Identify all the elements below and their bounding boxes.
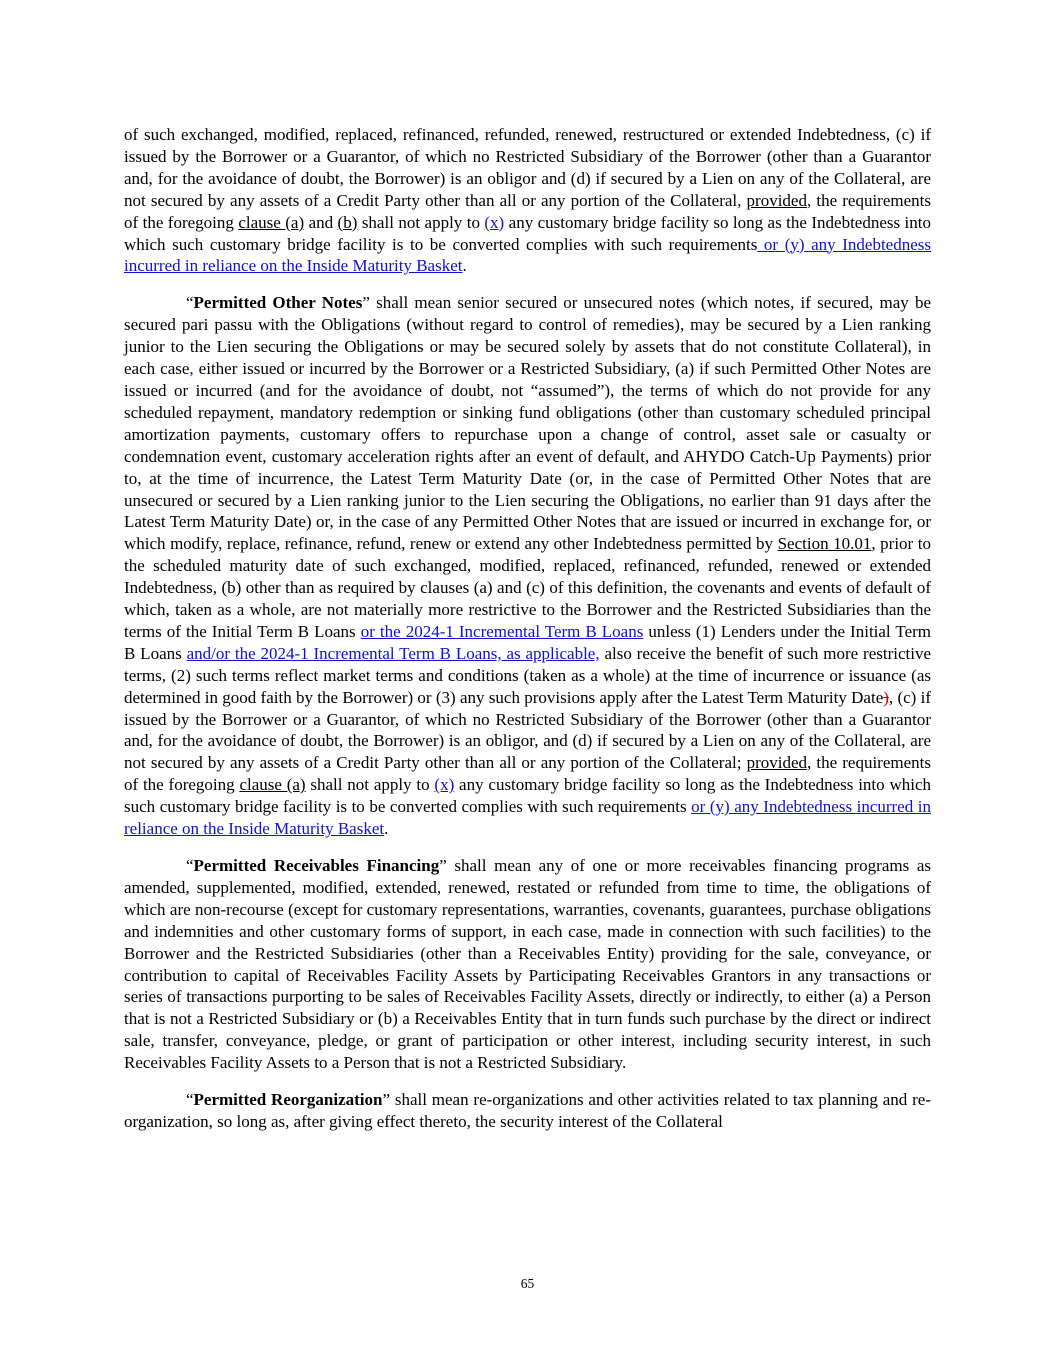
paragraph (124, 124, 931, 277)
text-run: made in connection with such facilities) to the Borrower and the Restricted Subsidiaries (other than a Receivables Entity) providing for the sale, conveyance, or contribution to capital of Receivables Facility Assets by Participating Receivables Grantors in any transactions or series of transactions purporting to be sales of Receivables Facility Assets, directly or indirectly, to either (a) a Person that is not a Restricted Subsidiary or (b) a Receivables Entity that in turn funds such purchase by the direct or indirect sale, transfer, conveyance, pledge, or grant of participation or other interest, including security interest, in such Receivables Facility Assets to a Person that is not a Restricted Subsidiary. (124, 921, 932, 1073)
text-run: . (462, 256, 467, 276)
paragraph (124, 292, 931, 840)
text-run: ” shall mean any of one or more receivables financing programs as amended, supplemented, modified, extended, renewed, restated or refunded from time to time, the obligations of which are non-recourse (except for customary representations, warranties, covenants, guarantees, purchase obligations and indemnities and other customary forms of support, in each case (124, 856, 931, 941)
underlined-reference: (b) (337, 212, 358, 232)
underlined-reference: provided (746, 753, 808, 773)
text-run: also receive the benefit of such more restrictive terms, (2) such terms reflect market terms and conditions (taken as a whole) at the time of incurrence or issuance (as determined in good faith by the Borrower) or (3) any such provisions apply after the Latest Term Maturity Date (124, 643, 931, 707)
paragraph (124, 855, 931, 1074)
text-run: unless (1) Lenders under the Initial Term B Loans (124, 621, 932, 663)
inserted-text: , (597, 921, 602, 941)
text-run: any customary bridge facility so long as the Indebtedness into which such customary bridge facility is to be converted complies with such requirements (124, 212, 931, 254)
text-run: shall not apply to (357, 212, 485, 232)
document-body (124, 124, 931, 1148)
inserted-text: and/or the 2024-1 Incremental Term B Loans, as applicable, (186, 643, 600, 663)
text-run: , the requirements of the foregoing (124, 190, 931, 232)
text-run: ” shall mean senior secured or unsecured notes (which notes, if secured, may be secured pari passu with the Obligations (without regard to control of remedies), may be secured by a Lien ranking junior to the Lien securing the Obligations or may be secured solely by assets that do not constitute Collateral), in each case (124, 293, 932, 379)
defined-term: Permitted Reorganization (193, 1090, 383, 1110)
deleted-text: ) (883, 687, 889, 707)
underlined-reference: clause (a) (239, 775, 306, 795)
inserted-text: or (y) any Indebtedness incurred in reliance on the Inside Maturity Basket (124, 234, 931, 276)
defined-term: Permitted Other Notes (193, 293, 363, 313)
text-run: any customary bridge facility so long as the Indebtedness into which such customary bridge facility is to be converted complies with such requirements (124, 775, 932, 817)
text-run: , (c) if issued by the Borrower or a Guarantor, of which no Restricted Subsidiary of the Borrower (other than a Guarantor and, for the avoidance of doubt, the Borrower) is an obligor, and (d) if secured by a Lien on any of the Collateral, are not secured by any assets of a Credit Party other than all or any portion of the Collateral; (124, 687, 931, 773)
text-run: , the requirements of the foregoing (124, 753, 931, 795)
defined-term: Permitted Receivables Financing (193, 856, 440, 875)
underlined-reference: clause (a) (238, 212, 305, 232)
inserted-text: or the 2024-1 Incremental Term B Loans (360, 621, 644, 641)
underlined-reference: provided (746, 190, 807, 210)
text-run: ” shall mean re-organizations and other activities related to tax planning and re-organization, so long as, after giving effect thereto, the security interest of the Collateral (124, 1090, 931, 1131)
inserted-text: (x) (484, 212, 505, 232)
text-run: “ (186, 1090, 194, 1110)
text-run: of such exchanged, modified, replaced, refinanced, refunded, renewed, restructured or extended Indebtedness, (c) if issued by the Borrower or a Guarantor, of which no Restricted Subsidiary of the Borrower (other than a Guarantor and, for the avoidance of doubt, the Borrower) is an obligor and (d) if secured by a Lien on any of the Collateral, are not secured by any assets of a Credit Party other than all or any portion of the Collateral, (124, 125, 931, 210)
text-run: , prior to the scheduled maturity date of such exchanged, modified, replaced, refinanced, refunded, renewed or extended Indebtedness, (b) other than as required by clauses (a) and (c) of this definition, the covenants and events of default of which, taken as a whole, are not materially more restrictive to the Borrower and the Restricted Subsidiaries than the terms of the Initial Term B Loans (124, 534, 931, 641)
underlined-reference: Section 10.01 (777, 534, 872, 554)
inserted-text: or (y) any Indebtedness incurred in reliance on the Inside Maturity Basket (124, 797, 931, 839)
inserted-text: , (189, 359, 194, 379)
text-run: and (304, 212, 338, 232)
text-run: . (384, 819, 389, 839)
text-run: either issued or incurred by the Borrower or a Restricted Subsidiary, (a) if such Permitted Other Notes are issued or incurred (and for the avoidance of doubt, not “assumed”), the terms of which do not provide for any scheduled repayment, mandatory redemption or sinking fund obligations (other than customary scheduled principal amortization payments, customary offers to repurchase upon a change of control, asset sale or casualty or condemnation event, customary acceleration rights after an event of default, and AHYDO Catch-Up Payments) prior to, at the time of incurrence, the Latest Term Maturity Date (or, in the case of Permitted Other Notes that are unsecured or secured by a Lien ranking junior to the Lien securing the Obligations, no earlier than 91 days after the Latest Term Maturity Date) or, in the case of any Permitted Other Notes that are issued or incurred in exchange for, or which modify, replace, refinance, refund, renew or extend any other Indebtedness permitted by (124, 359, 931, 554)
paragraph (124, 1089, 931, 1133)
page-number: 65 (520, 1276, 535, 1291)
text-run: shall not apply to (305, 775, 435, 795)
text-run: “ (186, 293, 194, 313)
inserted-text: (x) (434, 775, 455, 795)
text-run: “ (186, 856, 194, 875)
